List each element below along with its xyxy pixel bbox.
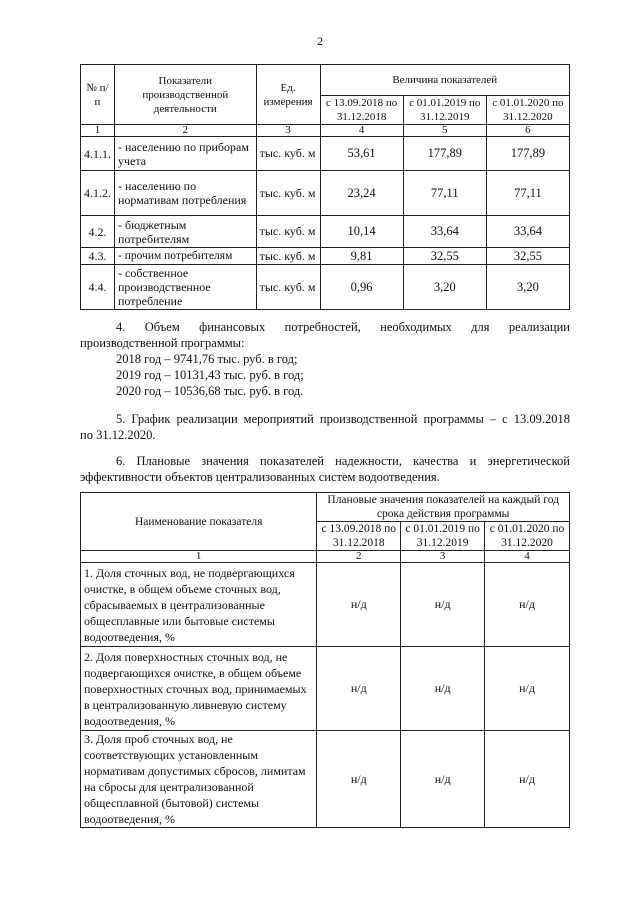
header-period-2019: с 01.01.2019 по 31.12.2019 bbox=[401, 522, 485, 551]
header-period-2020: с 01.01.2020 по 31.12.2020 bbox=[486, 96, 569, 125]
row-num: 4.4. bbox=[81, 265, 115, 310]
index-cell: 2 bbox=[317, 551, 401, 563]
header-planned-values-group: Плановые значения показателей на каждый год срока действия программы bbox=[317, 493, 570, 522]
table-row bbox=[81, 216, 570, 248]
index-cell: 4 bbox=[485, 551, 570, 563]
row-value-2018: н/д bbox=[317, 731, 401, 828]
header-period-2020: с 01.01.2020 по 31.12.2020 bbox=[485, 522, 570, 551]
header-period-2018: с 13.09.2018 по 31.12.2018 bbox=[317, 522, 401, 551]
row-value-2019: н/д bbox=[401, 563, 485, 647]
row-indicator-name: 3. Доля проб сточных вод, не соответствующих установленным нормативам допустимых сбросов, лимитам на сбросы для централизованной общесплавной (бытовой) системы водоотведения, % bbox=[81, 731, 317, 828]
index-cell: 4 bbox=[320, 125, 403, 137]
index-cell: 5 bbox=[403, 125, 486, 137]
row-value-2018: 9,81 bbox=[320, 248, 403, 265]
table-row bbox=[81, 171, 570, 216]
row-indicator-name: 1. Доля сточных вод, не подвергающихся очистке, в общем объеме сточных вод, сбрасываемых в централизованные общесплавные или бытовые системы водоотведения, % bbox=[81, 563, 317, 647]
row-value-2018: 0,96 bbox=[320, 265, 403, 310]
row-value-2018: 23,24 bbox=[320, 171, 403, 216]
row-indicator: - населению по нормативам потребления bbox=[115, 171, 257, 216]
index-cell: 1 bbox=[81, 551, 317, 563]
row-indicator: - бюджетным потребителям bbox=[115, 216, 257, 248]
index-row bbox=[81, 125, 570, 137]
row-value-2020: 177,89 bbox=[486, 137, 569, 171]
table-row bbox=[81, 137, 570, 171]
row-value-2018: 53,61 bbox=[320, 137, 403, 171]
row-value-2020: 32,55 bbox=[486, 248, 569, 265]
section-6-line-1: 6. Плановые значения показателей надежности, качества и энергетической bbox=[116, 454, 570, 468]
row-value-2020: 33,64 bbox=[486, 216, 569, 248]
row-value-2018: н/д bbox=[317, 647, 401, 731]
header-unit: Ед. измерения bbox=[256, 65, 320, 125]
row-value-2019: н/д bbox=[401, 731, 485, 828]
row-value-2019: 3,20 bbox=[403, 265, 486, 310]
row-indicator-name: 2. Доля поверхностных сточных вод, не подвергающихся очистке, в общем объеме поверхностных сточных вод, принимаемых в централизованную ливневую систему водоотведения, % bbox=[81, 647, 317, 731]
header-period-2018: с 13.09.2018 по 31.12.2018 bbox=[320, 96, 403, 125]
section-4-line-2: производственной программы: bbox=[80, 336, 245, 350]
header-indicator: Показатели производственной деятельности bbox=[115, 65, 257, 125]
reliability-indicators-table bbox=[80, 492, 570, 828]
table-row bbox=[81, 731, 570, 828]
row-num: 4.2. bbox=[81, 216, 115, 248]
production-indicators-table bbox=[80, 64, 570, 310]
section-5-line-2: по 31.12.2020. bbox=[80, 428, 156, 442]
row-value-2020: н/д bbox=[485, 563, 570, 647]
header-values-group: Величина показателей bbox=[320, 65, 569, 96]
index-cell: 3 bbox=[256, 125, 320, 137]
row-num: 4.1.1. bbox=[81, 137, 115, 171]
index-cell: 2 bbox=[115, 125, 257, 137]
row-value-2018: н/д bbox=[317, 563, 401, 647]
row-indicator: - населению по приборам учета bbox=[115, 137, 257, 171]
row-value-2019: 177,89 bbox=[403, 137, 486, 171]
section-4-line-1: 4. Объем финансовых потребностей, необходимых для реализации bbox=[116, 320, 570, 334]
row-num: 4.1.2. bbox=[81, 171, 115, 216]
row-value-2020: 3,20 bbox=[486, 265, 569, 310]
index-row bbox=[81, 551, 570, 563]
row-unit: тыс. куб. м bbox=[256, 248, 320, 265]
section-6-line-2: эффективности объектов централизованных систем водоотведения. bbox=[80, 470, 440, 484]
row-value-2019: 77,11 bbox=[403, 171, 486, 216]
table-row bbox=[81, 248, 570, 265]
header-period-2019: с 01.01.2019 по 31.12.2019 bbox=[403, 96, 486, 125]
row-unit: тыс. куб. м bbox=[256, 171, 320, 216]
row-value-2020: 77,11 bbox=[486, 171, 569, 216]
row-unit: тыс. куб. м bbox=[256, 137, 320, 171]
financing-2019: 2019 год – 10131,43 тыс. руб. в год; bbox=[116, 368, 304, 382]
financing-2020: 2020 год – 10536,68 тыс. руб. в год. bbox=[116, 384, 304, 398]
index-cell: 3 bbox=[401, 551, 485, 563]
row-value-2019: 33,64 bbox=[403, 216, 486, 248]
index-cell: 6 bbox=[486, 125, 569, 137]
table-row bbox=[81, 563, 570, 647]
row-indicator: - прочим потребителям bbox=[115, 248, 257, 265]
row-value-2019: н/д bbox=[401, 647, 485, 731]
row-value-2019: 32,55 bbox=[403, 248, 486, 265]
row-unit: тыс. куб. м bbox=[256, 265, 320, 310]
section-5-line-1: 5. График реализации мероприятий производственной программы – с 13.09.2018 bbox=[116, 412, 570, 426]
row-value-2018: 10,14 bbox=[320, 216, 403, 248]
row-unit: тыс. куб. м bbox=[256, 216, 320, 248]
row-value-2020: н/д bbox=[485, 647, 570, 731]
page-number: 2 bbox=[317, 34, 323, 48]
row-indicator: - собственное производственное потребление bbox=[115, 265, 257, 310]
financing-2018: 2018 год – 9741,76 тыс. руб. в год; bbox=[116, 352, 298, 366]
header-indicator-name: Наименование показателя bbox=[81, 493, 317, 551]
table-row bbox=[81, 265, 570, 310]
table-row bbox=[81, 647, 570, 731]
row-value-2020: н/д bbox=[485, 731, 570, 828]
header-num: № п/п bbox=[81, 65, 115, 125]
row-num: 4.3. bbox=[81, 248, 115, 265]
index-cell: 1 bbox=[81, 125, 115, 137]
